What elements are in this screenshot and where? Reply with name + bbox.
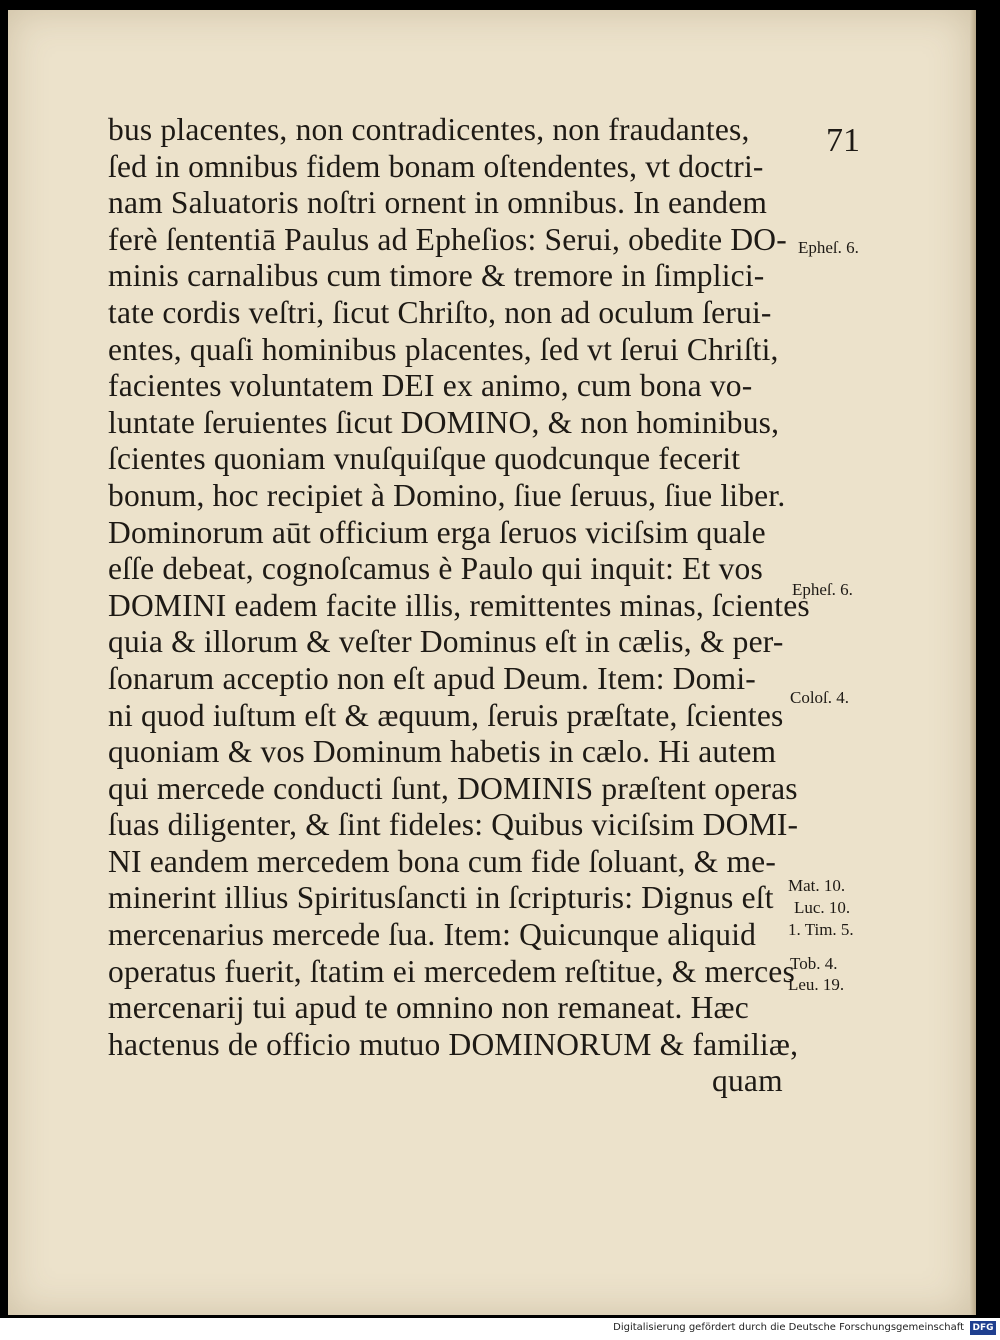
text-line: bonum, hoc recipiet à Domino, ſiue ſeruus, ſiue liber.	[108, 477, 786, 513]
margin-note: Mat. 10.	[788, 876, 846, 895]
text-line: ni quod iuſtum eſt & æquum, ſeruis præſtate, ſcientes	[108, 697, 784, 733]
text-line: hactenus de officio mutuo DOMINORUM & familiæ,	[108, 1026, 799, 1062]
margin-note: Coloſ. 4.	[790, 688, 850, 707]
digitization-credit: Digitalisierung gefördert durch die Deutsche Forschungsgemeinschaft	[613, 1322, 964, 1333]
dfg-logo: DFG	[970, 1321, 996, 1335]
text-line: minerint illius Spiritusſancti in ſcripturis: Dignus eſt	[108, 880, 774, 916]
text-line: facientes voluntatem DEI ex animo, cum bona vo-	[108, 368, 753, 404]
text-line: quoniam & vos Dominum habetis in cælo. Hi autem	[108, 734, 777, 770]
catchword: quam	[712, 1063, 783, 1099]
text-line: mercenarius mercede ſua. Item: Quicunque aliquid	[108, 917, 757, 953]
text-line: mercenarij tui apud te omnino non remaneat. Hæc	[108, 990, 749, 1026]
text-line: tate cordis veſtri, ſicut Chriſto, non ad oculum ſerui-	[108, 294, 772, 330]
book-page	[8, 10, 970, 1315]
text-line: ferè ſententiā Paulus ad Epheſios: Serui, obedite DO-	[108, 221, 787, 257]
text-line: operatus fuerit, ſtatim ei mercedem reſtitue, & merces	[108, 953, 795, 989]
body-text	[108, 112, 810, 1100]
text-line: quia & illorum & veſter Dominus eſt in cælis, & per-	[108, 624, 784, 660]
text-line: DOMINI eadem facite illis, remittentes minas, ſcientes	[108, 587, 810, 623]
text-line: eſſe debeat, cognoſcamus è Paulo qui inquit: Et vos	[108, 551, 763, 587]
margin-note: Tob. 4.	[790, 954, 838, 973]
text-line: ſuas diligenter, & ſint fideles: Quibus viciſsim DOMI-	[108, 807, 799, 843]
text-line: NI eandem mercedem bona cum fide ſoluant, & me-	[108, 843, 777, 879]
margin-note: 1. Tim. 5.	[788, 920, 854, 939]
text-line: Dominorum aūt officium erga ſeruos viciſsim quale	[108, 514, 766, 550]
page-number: 71	[826, 122, 860, 159]
text-line: ſcientes quoniam vnuſquiſque quodcunque fecerit	[108, 441, 741, 477]
text-line: ſed in omnibus fidem bonam oſtendentes, vt doctri-	[108, 148, 764, 184]
text-line: ſonarum acceptio non eſt apud Deum. Item: Domi-	[108, 660, 756, 696]
text-line: minis carnalibus cum timore & tremore in ſimplici-	[108, 258, 765, 294]
margin-note: Epheſ. 6.	[792, 580, 853, 599]
text-line: bus placentes, non contradicentes, non fraudantes,	[108, 112, 750, 147]
margin-note: Leu. 19.	[788, 975, 845, 994]
text-line: qui mercede conducti ſunt, DOMINIS præſtent operas	[108, 770, 798, 806]
margin-note: Luc. 10.	[794, 898, 851, 917]
text-line: luntate ſeruientes ſicut DOMINO, & non hominibus,	[108, 404, 780, 440]
margin-note: Epheſ. 6.	[798, 238, 859, 257]
text-line: nam Saluatoris noſtri ornent in omnibus. In eandem	[108, 185, 768, 221]
text-line: entes, quaſi hominibus placentes, ſed vt ſerui Chriſti,	[108, 331, 779, 367]
